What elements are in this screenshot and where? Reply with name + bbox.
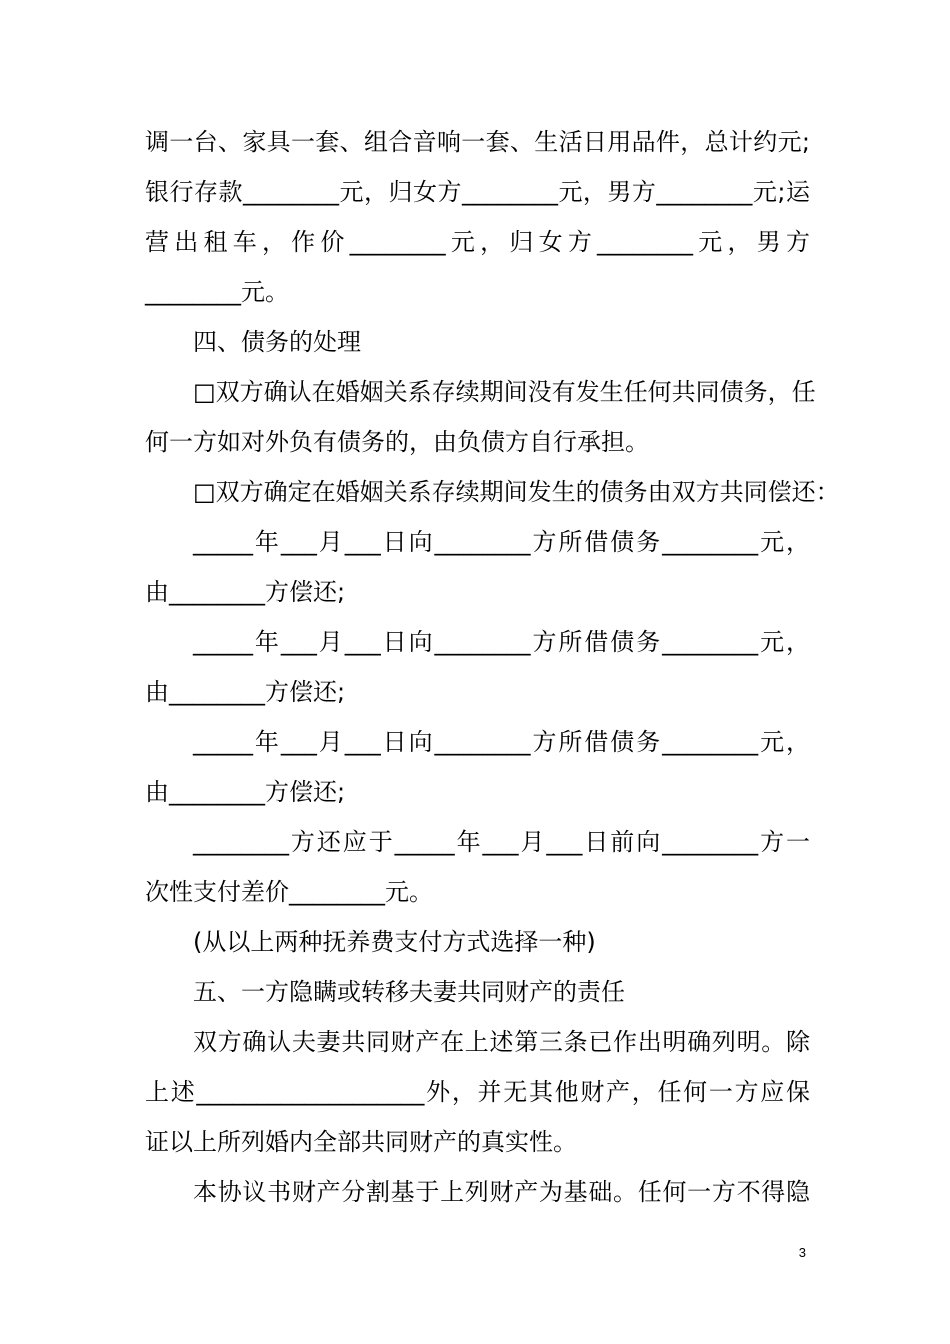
text-line: 本协议书财产分割基于上列财产为基础。任何一方不得隐 [193, 1178, 810, 1206]
text-line: _____年___月___日向________方所借债务________元， [193, 628, 810, 656]
text-line: □双方确定在婚姻关系存续期间发生的债务由双方共同偿还： [193, 478, 840, 506]
section-heading: 四、债务的处理 [193, 328, 361, 356]
text-line: 由________方偿还; [145, 578, 346, 606]
section-heading: 五、一方隐瞒或转移夫妻共同财产的责任 [193, 978, 625, 1006]
text-line: ________元。 [145, 278, 289, 306]
text-line: ________方还应于_____年___月___日前向________方一 [193, 828, 810, 856]
text-line: 调一台、家具一套、组合音响一套、生活日用品件，总计约元; [145, 128, 810, 156]
text-line: _____年___月___日向________方所借债务________元， [193, 728, 810, 756]
text-line: 营出租车，作价________元，归女方________元，男方 [145, 228, 810, 256]
text-line: 证以上所列婚内全部共同财产的真实性。 [145, 1128, 577, 1156]
text-line: 次性支付差价________元。 [145, 878, 433, 906]
text-line: 上述___________________外，并无其他财产，任何一方应保 [145, 1078, 810, 1106]
page-number: 3 [798, 1245, 806, 1260]
text-line: 何一方如对外负有债务的，由负债方自行承担。 [145, 428, 649, 456]
text-line: □双方确认在婚姻关系存续期间没有发生任何共同债务，任 [193, 378, 816, 406]
text-line: _____年___月___日向________方所借债务________元， [193, 528, 810, 556]
text-line: 由________方偿还; [145, 678, 346, 706]
text-line: 由________方偿还; [145, 778, 346, 806]
text-line: 双方确认夫妻共同财产在上述第三条已作出明确列明。除 [193, 1028, 810, 1056]
text-line: (从以上两种抚养费支付方式选择一种) [193, 928, 596, 956]
text-line: 银行存款________元，归女方________元，男方________元;运 [145, 178, 810, 206]
